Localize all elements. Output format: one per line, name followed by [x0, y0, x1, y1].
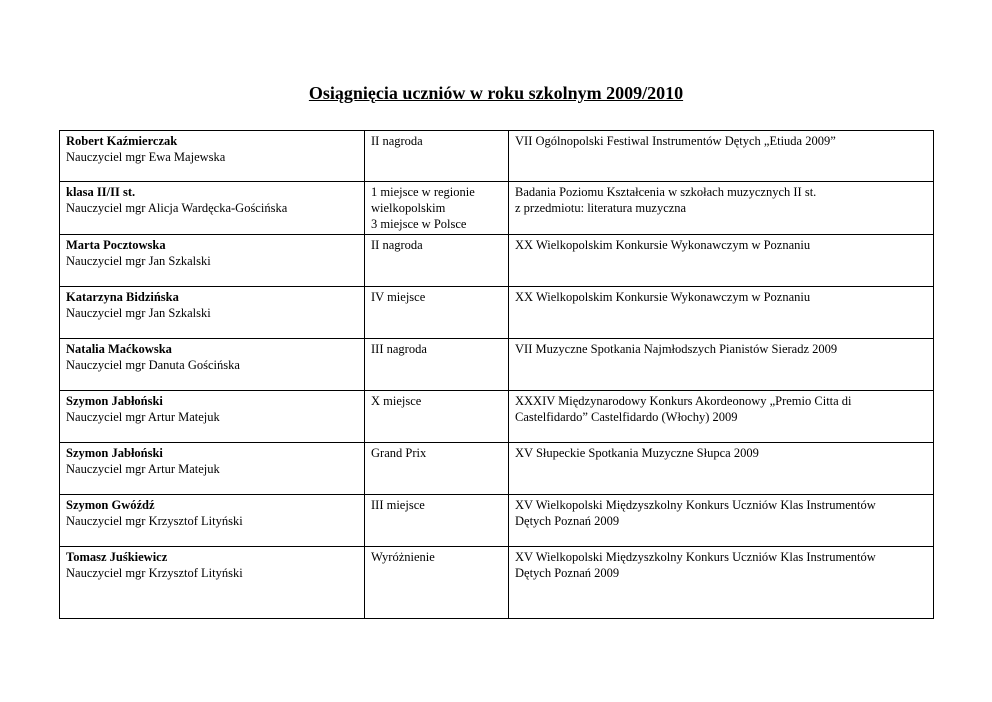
event-text: XV Słupeckie Spotkania Muzyczne Słupca 2009 [515, 446, 759, 460]
table-row [60, 547, 934, 619]
teacher-name: Nauczyciel mgr Alicja Wardęcka-Gościńska [66, 201, 288, 215]
event-text: VII Ogólnopolski Festiwal Instrumentów Dętych „Etiuda 2009” [515, 134, 836, 148]
award-cell [365, 495, 509, 547]
award-text: III miejsce [371, 498, 425, 512]
student-cell [60, 443, 365, 495]
student-cell [60, 547, 365, 619]
event-text: XV Wielkopolski Międzyszkolny Konkurs Uczniów Klas Instrumentów [515, 550, 876, 564]
event-text: Dętych Poznań 2009 [515, 514, 620, 528]
event-cell [509, 495, 934, 547]
table-row [60, 235, 934, 287]
student-name: Natalia Maćkowska [66, 342, 172, 356]
page-title: Osiągnięcia uczniów w roku szkolnym 2009/2010 [308, 83, 684, 103]
event-cell [509, 287, 934, 339]
event-cell [509, 339, 934, 391]
table-row [60, 391, 934, 443]
event-cell [509, 235, 934, 287]
award-text: X miejsce [371, 394, 422, 408]
award-text: 1 miejsce w regionie [371, 185, 475, 199]
teacher-name: Nauczyciel mgr Krzysztof Lityński [66, 566, 243, 580]
award-cell [365, 339, 509, 391]
award-text: II nagroda [371, 238, 423, 252]
student-name: Marta Pocztowska [66, 238, 166, 252]
student-name: Szymon Jabłoński [66, 394, 163, 408]
award-cell [365, 547, 509, 619]
student-name: Tomasz Juśkiewicz [66, 550, 168, 564]
student-cell [60, 287, 365, 339]
award-cell [365, 287, 509, 339]
event-text: XX Wielkopolskim Konkursie Wykonawczym w Poznaniu [515, 290, 811, 304]
student-cell [60, 131, 365, 182]
teacher-name: Nauczyciel mgr Artur Matejuk [66, 462, 220, 476]
teacher-name: Nauczyciel mgr Artur Matejuk [66, 410, 220, 424]
student-cell [60, 235, 365, 287]
event-text: XXXIV Międzynarodowy Konkurs Akordeonowy „Premio Citta di [515, 394, 852, 408]
achievements-table [59, 130, 934, 619]
teacher-name: Nauczyciel mgr Jan Szkalski [66, 306, 211, 320]
table-row [60, 287, 934, 339]
event-cell [509, 547, 934, 619]
table-row [60, 495, 934, 547]
student-name: Katarzyna Bidzińska [66, 290, 179, 304]
event-text: z przedmiotu: literatura muzyczna [515, 201, 687, 215]
event-cell [509, 443, 934, 495]
student-name: Robert Kaźmierczak [66, 134, 178, 148]
teacher-name: Nauczyciel mgr Ewa Majewska [66, 150, 226, 164]
event-cell [509, 391, 934, 443]
award-text: III nagroda [371, 342, 427, 356]
award-cell [365, 443, 509, 495]
student-name: Szymon Jabłoński [66, 446, 163, 460]
teacher-name: Nauczyciel mgr Jan Szkalski [66, 254, 211, 268]
award-text: II nagroda [371, 134, 423, 148]
award-cell [365, 391, 509, 443]
student-cell [60, 495, 365, 547]
table-row [60, 131, 934, 182]
award-text: IV miejsce [371, 290, 426, 304]
student-cell [60, 339, 365, 391]
event-text: Castelfidardo” Castelfidardo (Włochy) 2009 [515, 410, 738, 424]
award-cell [365, 182, 509, 235]
table-row [60, 443, 934, 495]
table-body [60, 131, 934, 619]
award-text: wielkopolskim [371, 201, 446, 215]
student-name: Szymon Gwóźdź [66, 498, 155, 512]
student-name: klasa II/II st. [66, 185, 136, 199]
student-cell [60, 182, 365, 235]
event-cell [509, 182, 934, 235]
table-row [60, 182, 934, 235]
event-text: VII Muzyczne Spotkania Najmłodszych Pianistów Sieradz 2009 [515, 342, 838, 356]
event-text: Badania Poziomu Kształcenia w szkołach muzycznych II st. [515, 185, 817, 199]
award-cell [365, 131, 509, 182]
award-text: 3 miejsce w Polsce [371, 217, 467, 231]
table-row [60, 339, 934, 391]
award-cell [365, 235, 509, 287]
award-text: Grand Prix [371, 446, 427, 460]
event-text: Dętych Poznań 2009 [515, 566, 620, 580]
event-cell [509, 131, 934, 182]
teacher-name: Nauczyciel mgr Danuta Gościńska [66, 358, 240, 372]
award-text: Wyróżnienie [371, 550, 435, 564]
student-cell [60, 391, 365, 443]
event-text: XX Wielkopolskim Konkursie Wykonawczym w Poznaniu [515, 238, 811, 252]
teacher-name: Nauczyciel mgr Krzysztof Lityński [66, 514, 243, 528]
event-text: XV Wielkopolski Międzyszkolny Konkurs Uczniów Klas Instrumentów [515, 498, 876, 512]
